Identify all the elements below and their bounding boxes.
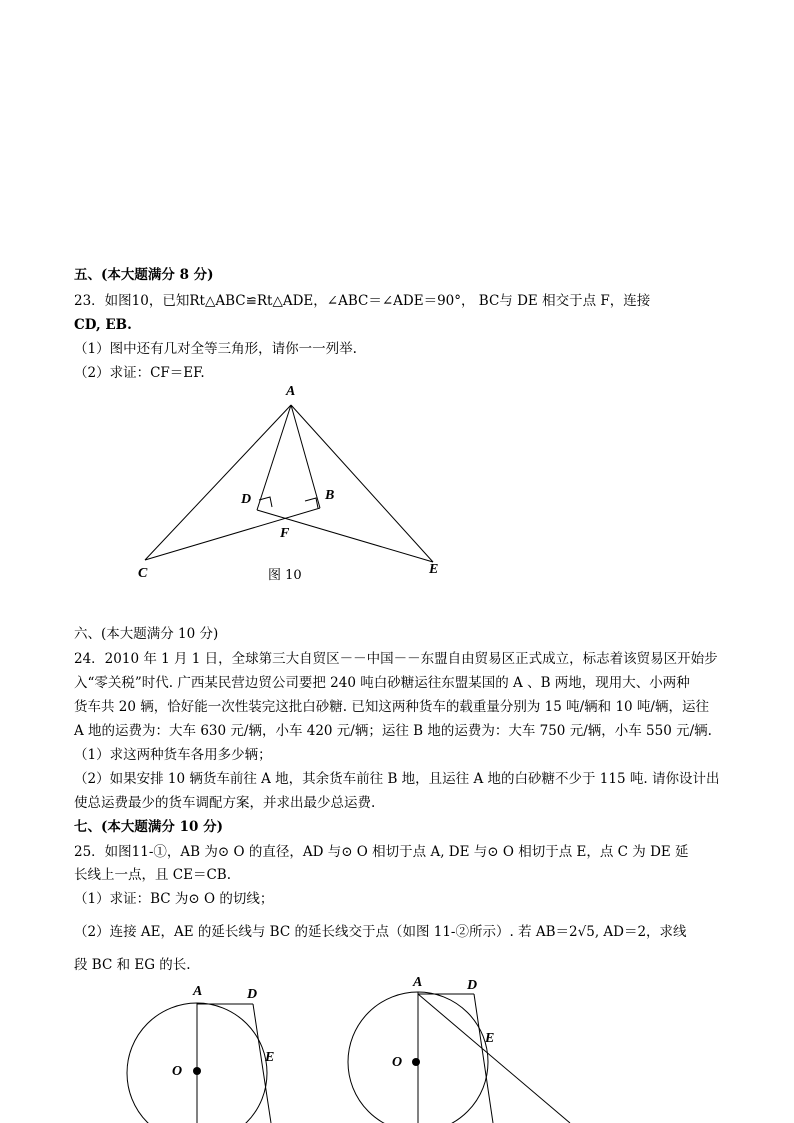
q24-part1: （1）求这两种货车各用多少辆； xyxy=(74,747,272,763)
q25-line1: 25．如图11-①，AB 为⊙ O 的直径，AD 与⊙ O 相切于点 A, DE 与⊙ O 相切于点 E，点 C 为 DE 延 xyxy=(74,844,689,860)
q23-part1: （1）图中还有几对全等三角形，请你一一列举. xyxy=(74,341,357,357)
left-label-E: E xyxy=(265,1050,275,1065)
q24-part2: （2）如果安排 10 辆货车前往 A 地，其余货车前往 B 地，且运往 A 地的白砂糖不少于 115 吨. 请你设计出 xyxy=(74,771,720,787)
figure-10-caption: 图 10 xyxy=(268,568,302,583)
label-A: A xyxy=(286,384,296,399)
tangent-DC-right xyxy=(474,994,493,1123)
q23-part2: （2）求证：CF＝EF. xyxy=(74,365,205,381)
q23-line1: 23．如图10，已知Rt△ABC≌Rt△ADE，∠ABC＝∠ADE＝90°， BC与 DE 相交于点 F，连接 xyxy=(74,293,651,309)
q24-line1: 24．2010 年 1 月 1 日，全球第三大自贸区－－中国－－东盟自由贸易区正式成立，标志着该贸易区开始步 xyxy=(74,651,718,667)
q25-part2: （2）连接 AE，AE 的延长线与 BC 的延长线交于点（如图 11-②所示）. 若 AB＝2√5, AD＝2，求线 xyxy=(74,924,687,940)
right-label-A: A xyxy=(413,975,423,990)
section5-heading: 五、(本大题满分 8 分) xyxy=(74,267,214,283)
q24-line2: 入“零关税”时代. 广西某民营边贸公司要把 240 吨白砂糖运往东盟某国的 A 、B 两地，现用大、小两种 xyxy=(74,675,690,691)
q25-part2-cont: 段 BC 和 EG 的长. xyxy=(74,957,191,973)
q24-part2-cont: 使总运费最少的货车调配方案，并求出最少总运费. xyxy=(74,795,376,811)
label-D: D xyxy=(241,492,252,507)
center-dot-left xyxy=(193,1067,201,1075)
left-label-O: O xyxy=(172,1064,183,1079)
label-E: E xyxy=(429,562,439,577)
center-dot-right xyxy=(412,1058,420,1066)
q25-part1: （1）求证：BC 为⊙ O 的切线； xyxy=(74,891,274,907)
label-C: C xyxy=(138,566,148,581)
section6-heading: 六、(本大题满分 10 分) xyxy=(74,626,219,642)
label-B: B xyxy=(325,488,335,503)
q25-line2: 长线上一点，且 CE＝CB. xyxy=(74,867,232,883)
line-AE-extended xyxy=(418,994,570,1123)
right-label-E: E xyxy=(485,1031,495,1046)
section7-heading: 七、(本大题满分 10 分) xyxy=(74,819,223,835)
left-label-D: D xyxy=(247,987,258,1002)
q24-line3: 货车共 20 辆，恰好能一次性装完这批白砂糖. 已知这两种货车的载重量分别为 15 吨/辆和 10 吨/辆，运往 xyxy=(74,699,709,715)
label-F: F xyxy=(280,526,290,541)
right-label-D: D xyxy=(467,978,478,993)
right-label-O: O xyxy=(392,1055,403,1070)
q24-line4: A 地的运费为：大车 630 元/辆，小车 420 元/辆；运往 B 地的运费为：大车 750 元/辆，小车 550 元/辆. xyxy=(74,723,712,739)
left-label-A: A xyxy=(193,984,203,999)
q23-line2: CD, EB. xyxy=(74,317,132,333)
